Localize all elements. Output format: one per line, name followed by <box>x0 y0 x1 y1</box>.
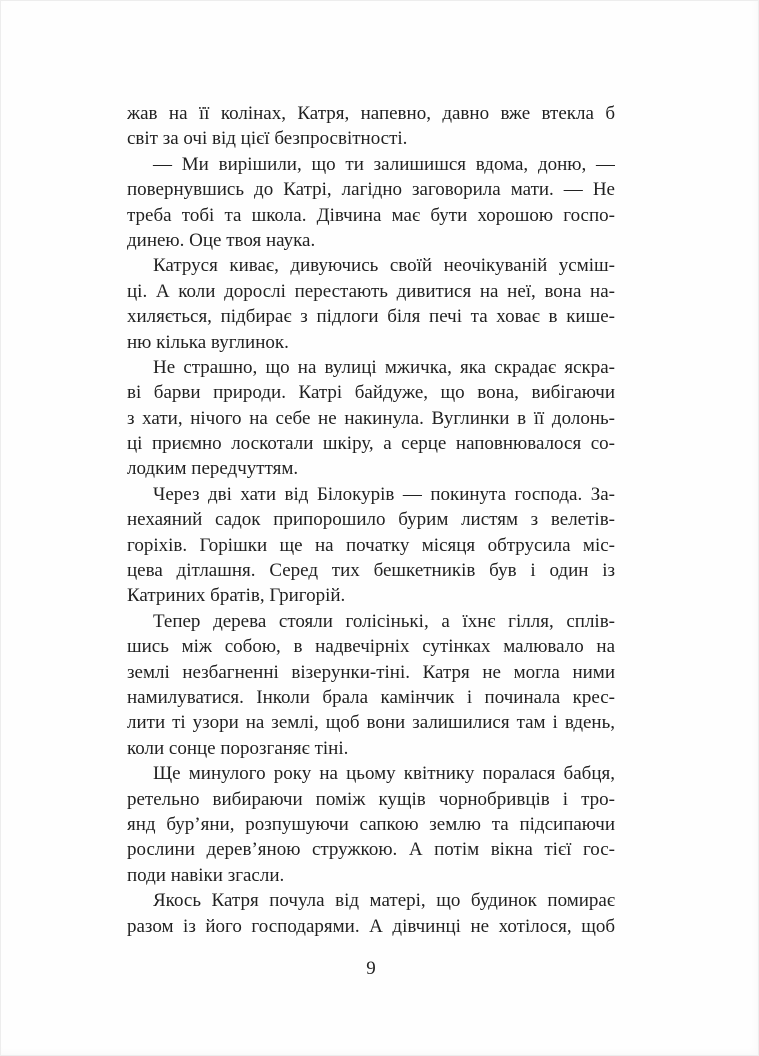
text-line: повернувшись до Катрі, лагідно заговорила мати. — Не <box>127 179 615 201</box>
text-line: рослини дерев’яною стружкою. А потім вікна тієї гос- <box>127 839 615 861</box>
text-line: шись між собою, в надвечірніх сутінках малювало на <box>127 636 615 658</box>
paragraph <box>127 609 615 761</box>
text-line: лодким передчуттям. <box>127 458 299 480</box>
text-line: хиляється, підбирає з підлоги біля печі та ховає в кише- <box>127 306 615 328</box>
text-line: з хати, нічого на себе не накинула. Вуглинки в її долонь- <box>127 407 615 429</box>
text-line: нехаяний садок припорошило бурим листям з велетів- <box>127 509 615 531</box>
text-line: Тепер дерева стояли голісінькі, а їхнє гілля, сплів- <box>153 610 615 632</box>
text-line: цева дітлашня. Серед тих бешкетників був і один із <box>127 560 615 582</box>
paragraph <box>127 253 615 355</box>
text-line: жав на її колінах, Катря, напевно, давно вже втекла б <box>127 103 615 124</box>
paragraph <box>127 101 615 152</box>
text-line: Якось Катря почула від матері, що будинок помирає <box>153 890 615 912</box>
text-line: ві барви природи. Катрі байдуже, що вона, вибігаючи <box>127 382 615 404</box>
text-line: ці приємно лоскотали шкіру, а серце наповнювалося со- <box>127 433 615 455</box>
text-line: ці. А коли дорослі перестають дивитися на неї, вона на- <box>127 280 615 302</box>
text-line: Через дві хати від Білокурів — покинута господа. За- <box>153 483 615 505</box>
text-line: намилуватися. Інколи брала камінчик і починала крес- <box>127 686 615 708</box>
paragraph <box>127 761 615 888</box>
page-number: 9 <box>366 958 376 979</box>
text-line: ретельно вибираючи поміж кущів чорнобривців і тро- <box>127 788 615 810</box>
paragraph <box>127 888 615 939</box>
text-line: Катруся киває, дивуючись своїй неочікуваній усміш- <box>153 255 615 277</box>
text-line: Не страшно, що на вулиці мжичка, яка скрадає яскра- <box>153 356 615 378</box>
text-line: Катриних братів, Григорій. <box>127 585 346 607</box>
text-line: коли сонце порозганяє тіні. <box>127 737 349 759</box>
text-line: землі незбагненні візерунки-тіні. Катря не могла ними <box>127 661 615 683</box>
text-line: разом із його господарями. А дівчинці не хотілося, щоб <box>127 915 615 937</box>
text-line: — Ми вирішили, що ти залишишся вдома, доню, — <box>153 153 615 175</box>
text-line: янд бур’яни, розпушуючи сапкою землю та підсипаючи <box>127 813 615 835</box>
paragraph <box>127 355 615 482</box>
text-line: ню кілька вуглинок. <box>127 331 289 353</box>
text-line: Ще минулого року на цьому квітнику поралася бабця, <box>153 763 615 785</box>
text-line: світ за очі від цієї безпросвітності. <box>127 128 408 150</box>
paragraph <box>127 482 615 609</box>
text-line: динею. Оце твоя наука. <box>127 229 316 251</box>
page-text <box>127 101 615 939</box>
paragraph <box>127 152 615 254</box>
text-line: лити ті узори на землі, щоб вони залишилися там і вдень, <box>127 712 615 734</box>
text-line: горіхів. Горішки ще на початку місяця обтрусила міс- <box>127 534 615 556</box>
text-line: поди навіки згасли. <box>127 864 285 886</box>
text-line: треба тобі та школа. Дівчина має бути хорошою госпо- <box>127 204 615 226</box>
